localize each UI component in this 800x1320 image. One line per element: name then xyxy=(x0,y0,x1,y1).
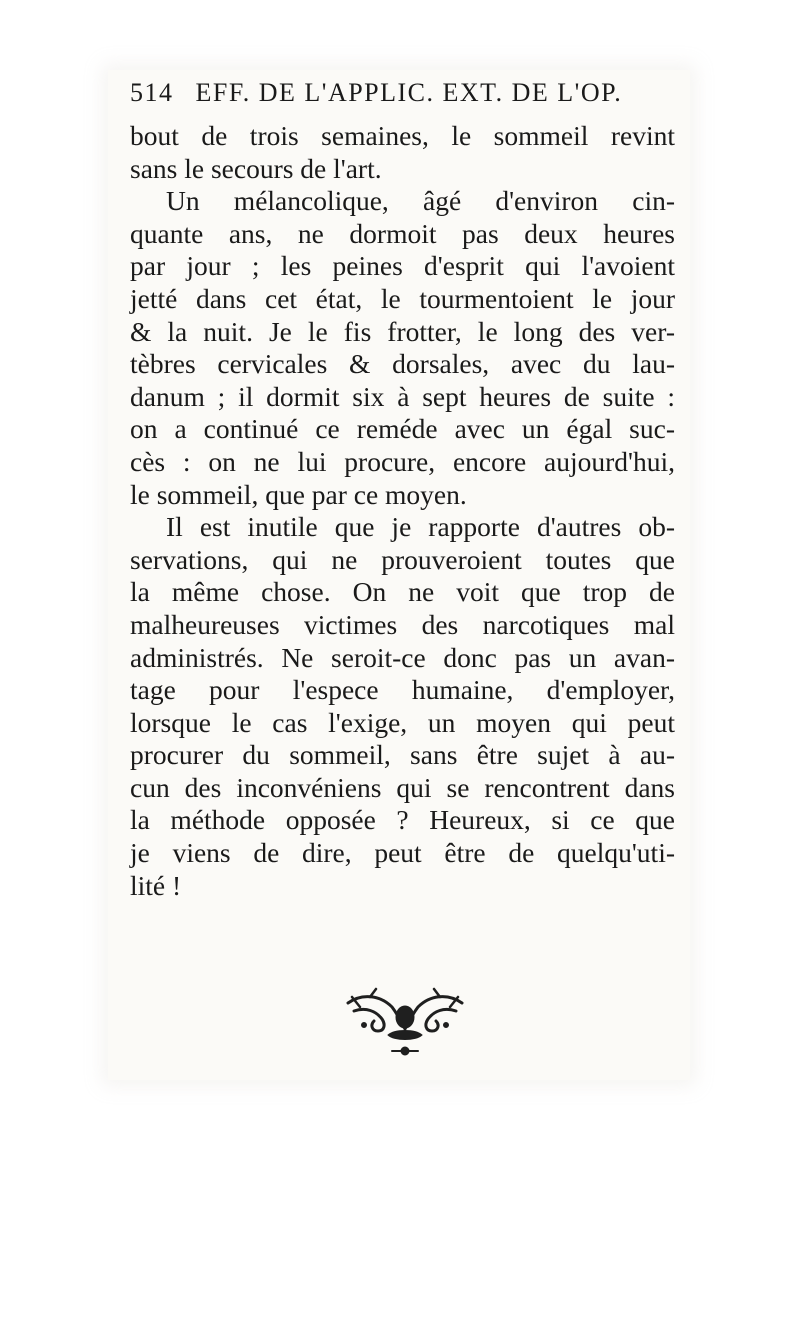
text-line: malheureuses victimes des narcotiques mal xyxy=(130,608,675,640)
body-text xyxy=(130,120,675,902)
text-line: on a continué ce reméde avec un égal suc- xyxy=(130,413,675,445)
text-line: administrés. Ne seroit-ce donc pas un avan- xyxy=(130,641,675,673)
text-line: & la nuit. Je le fis frotter, le long des ver- xyxy=(130,315,675,347)
text-line: Un mélancolique, âgé d'environ cin- xyxy=(166,185,675,217)
text-line: lité ! xyxy=(130,869,182,901)
paragraph xyxy=(130,511,675,902)
text-line: je viens de dire, peut être de quelqu'uti- xyxy=(130,837,675,869)
text-line: bout de trois semaines, le sommeil revint xyxy=(130,120,675,151)
text-line: tèbres cervicales & dorsales, avec du lau- xyxy=(130,348,675,380)
printer-fleuron-icon xyxy=(340,985,470,1065)
paragraph xyxy=(130,185,675,511)
text-line: lorsque le cas l'exige, un moyen qui peut xyxy=(130,706,675,738)
text-line: quante ans, ne dormoit pas deux heures xyxy=(130,217,675,249)
text-line: danum ; il dormit six à sept heures de suite : xyxy=(130,380,675,412)
text-line: par jour ; les peines d'esprit qui l'avoient xyxy=(130,250,675,282)
running-head xyxy=(130,78,690,108)
text-line: le sommeil, que par ce moyen. xyxy=(130,478,467,510)
text-line: procurer du sommeil, sans être sujet à au- xyxy=(130,739,675,771)
text-line: cun des inconvéniens qui se rencontrent dans xyxy=(130,771,675,803)
page-number: 514 xyxy=(130,78,174,107)
text-line: sans le secours de l'art. xyxy=(130,152,382,184)
text-line: la même chose. On ne voit que trop de xyxy=(130,576,675,608)
text-line: tage pour l'espece humaine, d'employer, xyxy=(130,674,675,706)
text-line: jetté dans cet état, le tourmentoient le jour xyxy=(130,282,675,314)
text-line: cès : on ne lui procure, encore aujourd'hui, xyxy=(130,445,675,477)
text-line: Il est inutile que je rapporte d'autres ob- xyxy=(166,511,675,543)
paragraph xyxy=(130,120,675,185)
text-line: servations, qui ne prouveroient toutes que xyxy=(130,543,675,575)
running-title: EFF. DE L'APPLIC. EXT. DE L'OP. xyxy=(195,78,623,107)
text-line: la méthode opposée ? Heureux, si ce que xyxy=(130,804,675,836)
